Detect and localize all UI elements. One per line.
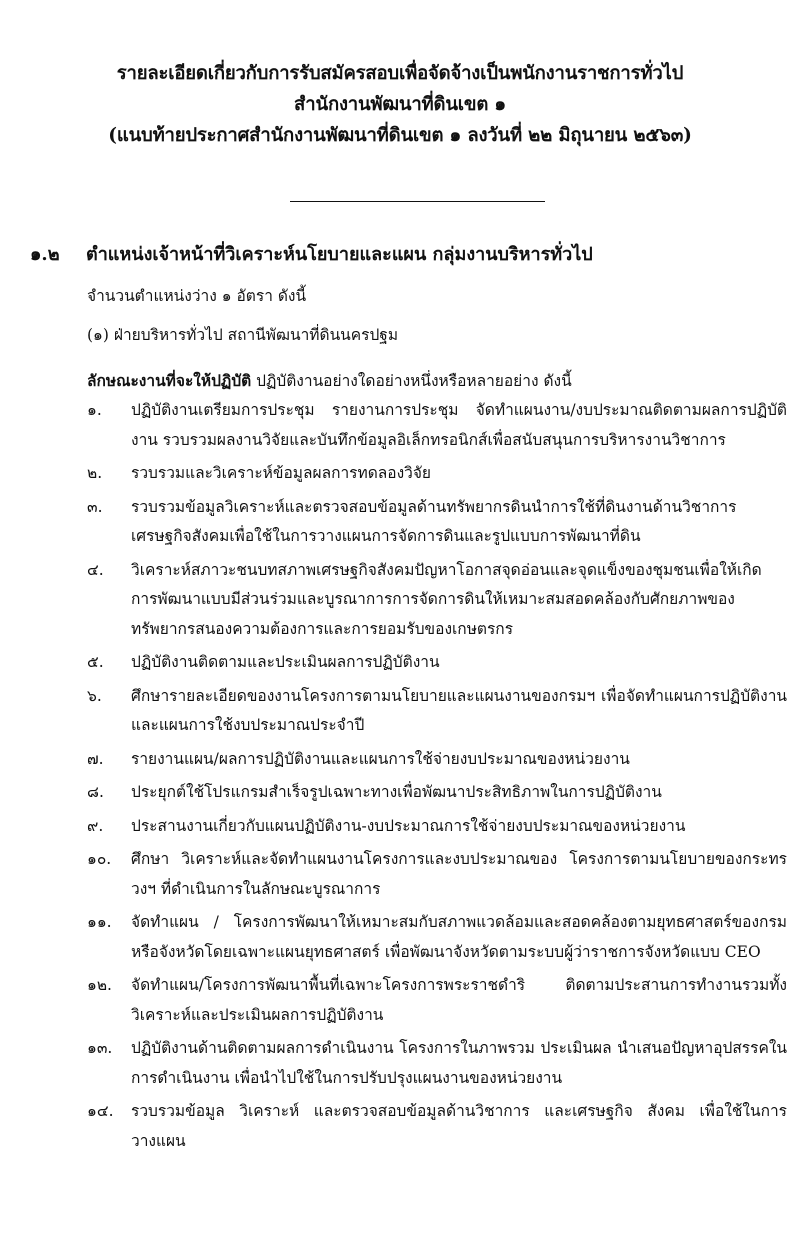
job-nature-label: ลักษณะงานที่จะให้ปฏิบัติ [87, 371, 252, 390]
header-office: สำนักงานพัฒนาที่ดินเขต ๑ [294, 94, 506, 115]
section-number: ๑.๒ [30, 244, 60, 265]
duty-item [87, 1034, 787, 1093]
duty-text: ประยุกต์ใช้โปรแกรมสำเร็จรูปเฉพาะทางเพื่อพัฒนาประสิทธิภาพในการปฏิบัติงาน [131, 783, 662, 801]
duty-item [87, 745, 787, 775]
duty-item [87, 682, 787, 741]
job-nature [87, 366, 787, 396]
duty-number: ๘. [87, 783, 104, 801]
duty-list [87, 396, 787, 1160]
duty-item [87, 971, 787, 1030]
duty-text: รายงานแผน/ผลการปฏิบัติงานและแผนการใช้จ่ายงบประมาณของหน่วยงาน [131, 749, 630, 768]
duty-item [87, 493, 787, 552]
document-header [0, 58, 800, 151]
duty-number: ๑๒. [87, 976, 112, 994]
duty-number: ๕. [87, 653, 104, 671]
duty-text: ปฏิบัติงานติดตามและประเมินผลการปฏิบัติงาน [131, 653, 440, 671]
duty-number: ๓. [87, 497, 103, 516]
duty-number: ๑๐. [87, 850, 112, 868]
section-heading [30, 240, 790, 270]
duty-number: ๔. [87, 560, 104, 579]
duty-item [87, 812, 787, 842]
duty-item [87, 908, 787, 967]
duty-text: ปฏิบัติงานด้านติดตามผลการดำเนินงาน โครงการในภาพรวม ประเมินผล นำเสนอปัญหาอุปสรรคในการดำเนินงาน เพื่อนำไปใช้ในการปรับปรุงแผนงานของหน่วยงาน [131, 1039, 787, 1087]
duty-number: ๑๔. [87, 1102, 114, 1120]
duty-text: ประสานงานเกี่ยวกับแผนปฏิบัติงาน-งบประมาณการใช้จ่ายงบประมาณของหน่วยงาน [131, 816, 686, 835]
duty-number: ๙. [87, 816, 104, 835]
unit-location: (๑) ฝ่ายบริหารทั่วไป สถานีพัฒนาที่ดินนครปฐม [87, 326, 399, 344]
duty-number: ๖. [87, 686, 102, 705]
duty-item [87, 396, 787, 455]
duty-text: รวบรวมและวิเคราะห์ข้อมูลผลการทดลองวิจัย [131, 464, 432, 482]
duty-text: ศึกษา วิเคราะห์และจัดทำแผนงานโครงการและงบประมาณของ โครงการตามนโยบายของกระทรวงฯ ที่ดำเนินการในลักษณะบูรณาการ [131, 850, 787, 898]
header-announcement-ref: (แนบท้ายประกาศสำนักงานพัฒนาที่ดินเขต ๑ ลงวันที่ ๒๒ มิถุนายน ๒๕๖๓) [108, 125, 692, 146]
duty-number: ๑๓. [87, 1039, 113, 1057]
duty-item [87, 778, 787, 808]
duty-text: จัดทำแผน/โครงการพัฒนาพื้นที่เฉพาะโครงการพระราชดำริ ติดตามประสานการทำงานรวมทั้งวิเคราะห์และประเมินผลการปฏิบัติงาน [131, 976, 787, 1024]
duty-number: ๑๑. [87, 913, 112, 931]
duty-text: ศึกษารายละเอียดของงานโครงการตามนโยบายและแผนงานของกรมฯ เพื่อจัดทำแผนการปฏิบัติงานและแผนการใช้งบประมาณประจำปี [131, 686, 787, 734]
duty-text: ปฏิบัติงานเตรียมการประชุม รายงานการประชุม จัดทำแผนงาน/งบประมาณติดตามผลการปฏิบัติงาน รวบรวมผลงานวิจัยและบันทึกข้อมูลอิเล็กทรอนิกส์เพื่อสนับสนุนการบริหารงานวิชาการ [131, 401, 787, 449]
duty-text: วิเคราะห์สภาวะชนบทสภาพเศรษฐกิจสังคมปัญหาโอกาสจุดอ่อนและจุดแข็งของชุมชนเพื่อให้เกิดการพัฒนาแบบมีส่วนร่วมและบูรณาการการจัดการดินให้เหมาะสมสอดคล้องกับศักยภาพของทรัพยากรสนองความต้องการและการยอมรับของเกษตรกร [131, 560, 762, 638]
duty-text: รวบรวมข้อมูล วิเคราะห์ และตรวจสอบข้อมูลด้านวิชาการ และเศรษฐกิจ สังคม เพื่อใช้ในการวางแผน [131, 1102, 787, 1150]
duty-text: รวบรวมข้อมูลวิเคราะห์และตรวจสอบข้อมูลด้านทรัพยากรดินนำการใช้ที่ดินงานด้านวิชาการเศรษฐกิจสังคมเพื่อใช้ในการวางแผนการจัดการดินและรูปแบบการพัฒนาที่ดิน [131, 497, 737, 545]
duty-item [87, 556, 787, 645]
duty-item [87, 1097, 787, 1156]
duty-number: ๗. [87, 749, 104, 768]
header-title: รายละเอียดเกี่ยวกับการรับสมัครสอบเพื่อจัดจ้างเป็นพนักงานราชการทั่วไป [116, 63, 684, 84]
duty-item [87, 459, 787, 489]
duty-item [87, 648, 787, 678]
duty-number: ๑. [87, 401, 102, 419]
job-nature-text: ปฏิบัติงานอย่างใดอย่างหนึ่งหรือหลายอย่าง ดังนี้ [251, 372, 572, 390]
duty-number: ๒. [87, 464, 103, 482]
duty-item [87, 845, 787, 904]
vacancy-count: จำนวนตำแหน่งว่าง ๑ อัตรา ดังนี้ [87, 287, 307, 305]
duty-text: จัดทำแผน / โครงการพัฒนาให้เหมาะสมกับสภาพแวดล้อมและสอดคล้องตามยุทธศาสตร์ของกรมหรือจังหวัดโดยเฉพาะแผนยุทธศาสตร์ เพื่อพัฒนาจังหวัดตามระบบผู้ว่าราชการจังหวัดแบบ CEO [131, 913, 787, 961]
header-divider [290, 201, 545, 202]
section-title: ตำแหน่งเจ้าหน้าที่วิเคราะห์นโยบายและแผน กลุ่มงานบริหารทั่วไป [86, 244, 593, 265]
